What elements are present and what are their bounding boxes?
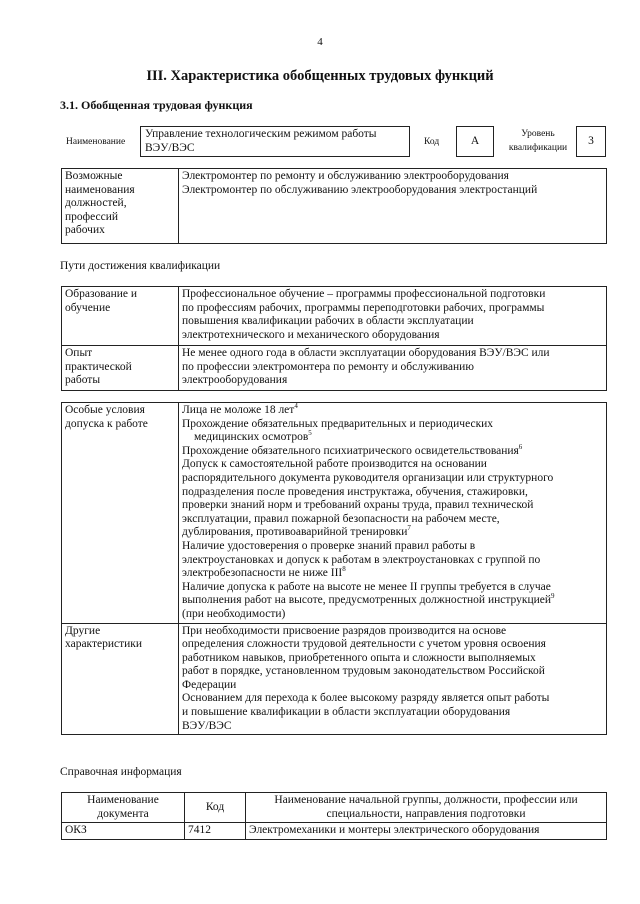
label-line: Образование и bbox=[65, 288, 138, 300]
label-line: Опыт bbox=[65, 347, 93, 359]
value-line-text: При необходимости присвоение разрядов производится на основе bbox=[182, 624, 507, 637]
special-conditions-value-cell bbox=[179, 403, 607, 624]
value-line-text: Лица не моложе 18 лет bbox=[182, 404, 295, 416]
level-label-line: Уровень bbox=[521, 129, 555, 139]
table-row bbox=[62, 287, 607, 346]
value-line-text: выполнения работ на высоте, предусмотренных должностной инструкцией bbox=[182, 594, 552, 607]
value-line bbox=[182, 486, 603, 500]
footnote-mark: 8 bbox=[342, 565, 346, 574]
label-line: Особые условия bbox=[65, 404, 145, 416]
value-line: по профессиям рабочих, программы переподготовки рабочих, программы bbox=[182, 301, 545, 314]
header-line: Наименование bbox=[87, 794, 159, 806]
value-line-text: (при необходимости) bbox=[182, 607, 286, 620]
table-cell: Электромеханики и монтеры электрического оборудования bbox=[246, 823, 607, 840]
value-line-text: проверки знаний норм и требований охраны труда, правил технической bbox=[182, 499, 534, 512]
value-line bbox=[182, 499, 603, 513]
value-line-text: электробезопасности не ниже III bbox=[182, 567, 343, 580]
value-line: электротехнического и механического оборудования bbox=[182, 328, 440, 341]
page-number: 4 bbox=[317, 36, 323, 48]
value-line: повышения квалификации рабочих в области эксплуатации bbox=[182, 315, 474, 328]
value-line bbox=[182, 679, 603, 693]
value-line-text: работником навыков, приобретенного опыта и сложности выполняемых bbox=[182, 651, 536, 664]
table-row bbox=[62, 169, 607, 244]
footnote-mark: 6 bbox=[518, 442, 523, 451]
qualification-table bbox=[61, 286, 607, 391]
label-line: допуска к работе bbox=[65, 417, 148, 430]
label-line: наименования bbox=[65, 183, 135, 196]
table-row bbox=[62, 823, 607, 840]
table-cell: 7412 bbox=[185, 823, 246, 840]
code-value: A bbox=[470, 135, 480, 147]
label-line: работы bbox=[65, 374, 101, 387]
value-line bbox=[182, 652, 603, 666]
value-line bbox=[182, 540, 603, 554]
header-line: специальности, направления подготовки bbox=[326, 807, 526, 820]
value-line: Не менее одного года в области эксплуатации оборудования ВЭУ/ВЭС или bbox=[182, 347, 550, 359]
value-line-text: медицинских осмотров bbox=[194, 431, 309, 444]
job-titles-table bbox=[61, 168, 607, 244]
value-line-text: Прохождение обязательных предварительных и периодических bbox=[182, 417, 494, 430]
value-line bbox=[182, 458, 603, 472]
reference-table bbox=[61, 792, 607, 840]
value-line bbox=[182, 594, 603, 608]
value-line bbox=[182, 472, 603, 486]
level-box bbox=[576, 126, 606, 157]
value-line-text: Наличие удостоверения о проверке знаний правил работы в bbox=[182, 539, 476, 552]
value-line-text: Прохождение обязательного психиатрического освидетельствования bbox=[182, 444, 519, 457]
value-line: электрооборудования bbox=[182, 374, 288, 387]
label-line: Другие bbox=[65, 624, 101, 637]
value-line bbox=[182, 720, 603, 734]
value-line bbox=[182, 404, 603, 418]
value-line: Профессиональное обучение – программы профессиональной подготовки bbox=[182, 288, 546, 300]
footnote-mark: 7 bbox=[407, 524, 411, 533]
function-name-value: Управление технологическим режимом работы ВЭУ/ВЭС bbox=[145, 128, 377, 154]
label-line: обучение bbox=[65, 301, 111, 314]
value-line bbox=[182, 706, 603, 720]
level-label-line: квалификации bbox=[508, 143, 568, 153]
education-label-cell bbox=[62, 287, 179, 346]
qualification-paths-title: Пути достижения квалификации bbox=[60, 260, 221, 272]
table-row bbox=[62, 403, 607, 624]
value-line: Электромонтер по ремонту и обслуживанию электрооборудования bbox=[182, 170, 509, 182]
experience-value-cell bbox=[179, 346, 607, 391]
value-line: по профессии электромонтера по ремонту и обслуживанию bbox=[182, 360, 474, 373]
conditions-table bbox=[61, 402, 607, 735]
header-line: Код bbox=[205, 800, 225, 813]
value-line-text: Допуск к самостоятельной работе производится на основании bbox=[182, 458, 487, 471]
footnote-mark: 4 bbox=[294, 402, 298, 411]
code-box bbox=[456, 126, 494, 157]
value-line bbox=[182, 554, 603, 568]
value-line bbox=[182, 608, 603, 622]
other-characteristics-label-cell bbox=[62, 623, 179, 735]
header-code bbox=[185, 793, 246, 823]
value-line bbox=[182, 431, 603, 445]
value-line-text: Федерации bbox=[182, 678, 237, 691]
label-line: профессий bbox=[65, 210, 119, 223]
value-line: Электромонтер по обслуживанию электрооборудования электростанций bbox=[182, 183, 538, 196]
level-value: 3 bbox=[588, 135, 594, 147]
header-document-name bbox=[62, 793, 185, 823]
value-line bbox=[182, 567, 603, 581]
table-row bbox=[62, 623, 607, 735]
other-characteristics-value-cell bbox=[179, 623, 607, 735]
header-group-name bbox=[246, 793, 607, 823]
value-line-text: дублирования, противоаварийной тренировки bbox=[182, 526, 408, 539]
value-line bbox=[182, 692, 603, 706]
header-line: Наименование начальной группы, должности, профессии или bbox=[274, 794, 578, 806]
value-line-text: Основанием для перехода к более высокому разряду является опыт работы bbox=[182, 692, 550, 705]
value-line bbox=[182, 442, 603, 459]
value-line-text: и повышение квалификации в области эксплуатации оборудования bbox=[182, 706, 511, 719]
experience-label-cell bbox=[62, 346, 179, 391]
value-line bbox=[182, 513, 603, 527]
label-line: рабочих bbox=[65, 224, 105, 237]
table-header-row bbox=[62, 793, 607, 823]
code-label: Код bbox=[424, 137, 440, 147]
label-line: должностей, bbox=[65, 197, 127, 210]
subsection-title: 3.1. Обобщенная трудовая функция bbox=[60, 98, 253, 112]
reference-title: Справочная информация bbox=[60, 766, 182, 778]
table-cell: ОКЗ bbox=[62, 823, 185, 840]
value-line bbox=[182, 526, 603, 540]
name-label: Наименование bbox=[66, 137, 126, 147]
table-row bbox=[62, 346, 607, 391]
value-line-text: ВЭУ/ВЭС bbox=[182, 719, 232, 732]
header-line: документа bbox=[97, 807, 149, 820]
label-line: Возможные bbox=[65, 170, 123, 182]
footnote-mark: 9 bbox=[551, 592, 555, 601]
value-line-text: распорядительного документа руководителя организации или структурного bbox=[182, 471, 554, 484]
value-line-text: эксплуатации, правил пожарной безопасности на рабочем месте, bbox=[182, 512, 500, 525]
job-titles-value-cell bbox=[179, 169, 607, 244]
section-title: III. Характеристика обобщенных трудовых функций bbox=[146, 68, 494, 84]
label-line: характеристики bbox=[65, 638, 143, 651]
value-line bbox=[182, 581, 603, 595]
value-line-text: определения сложности трудовой деятельности с учетом уровня освоения bbox=[182, 638, 546, 651]
value-line bbox=[182, 665, 603, 679]
function-name-box bbox=[140, 126, 410, 157]
education-value-cell bbox=[179, 287, 607, 346]
value-line bbox=[182, 638, 603, 652]
footnote-mark: 5 bbox=[308, 429, 312, 438]
job-titles-label-cell bbox=[62, 169, 179, 244]
level-label bbox=[500, 127, 576, 155]
value-line-text: работ в порядке, установленном трудовым законодательством Российской bbox=[182, 665, 545, 678]
value-line-text: Наличие допуска к работе на высоте не менее II группы требуется в случае bbox=[182, 580, 551, 593]
label-line: практической bbox=[65, 360, 132, 373]
value-line bbox=[182, 625, 603, 639]
value-line-text: подразделения после проведения инструктажа, обучения, стажировки, bbox=[182, 485, 528, 498]
special-conditions-label-cell bbox=[62, 403, 179, 624]
value-line bbox=[182, 418, 603, 432]
value-line-text: электроустановках и допуск к работам в электроустановках с группой по bbox=[182, 553, 541, 566]
